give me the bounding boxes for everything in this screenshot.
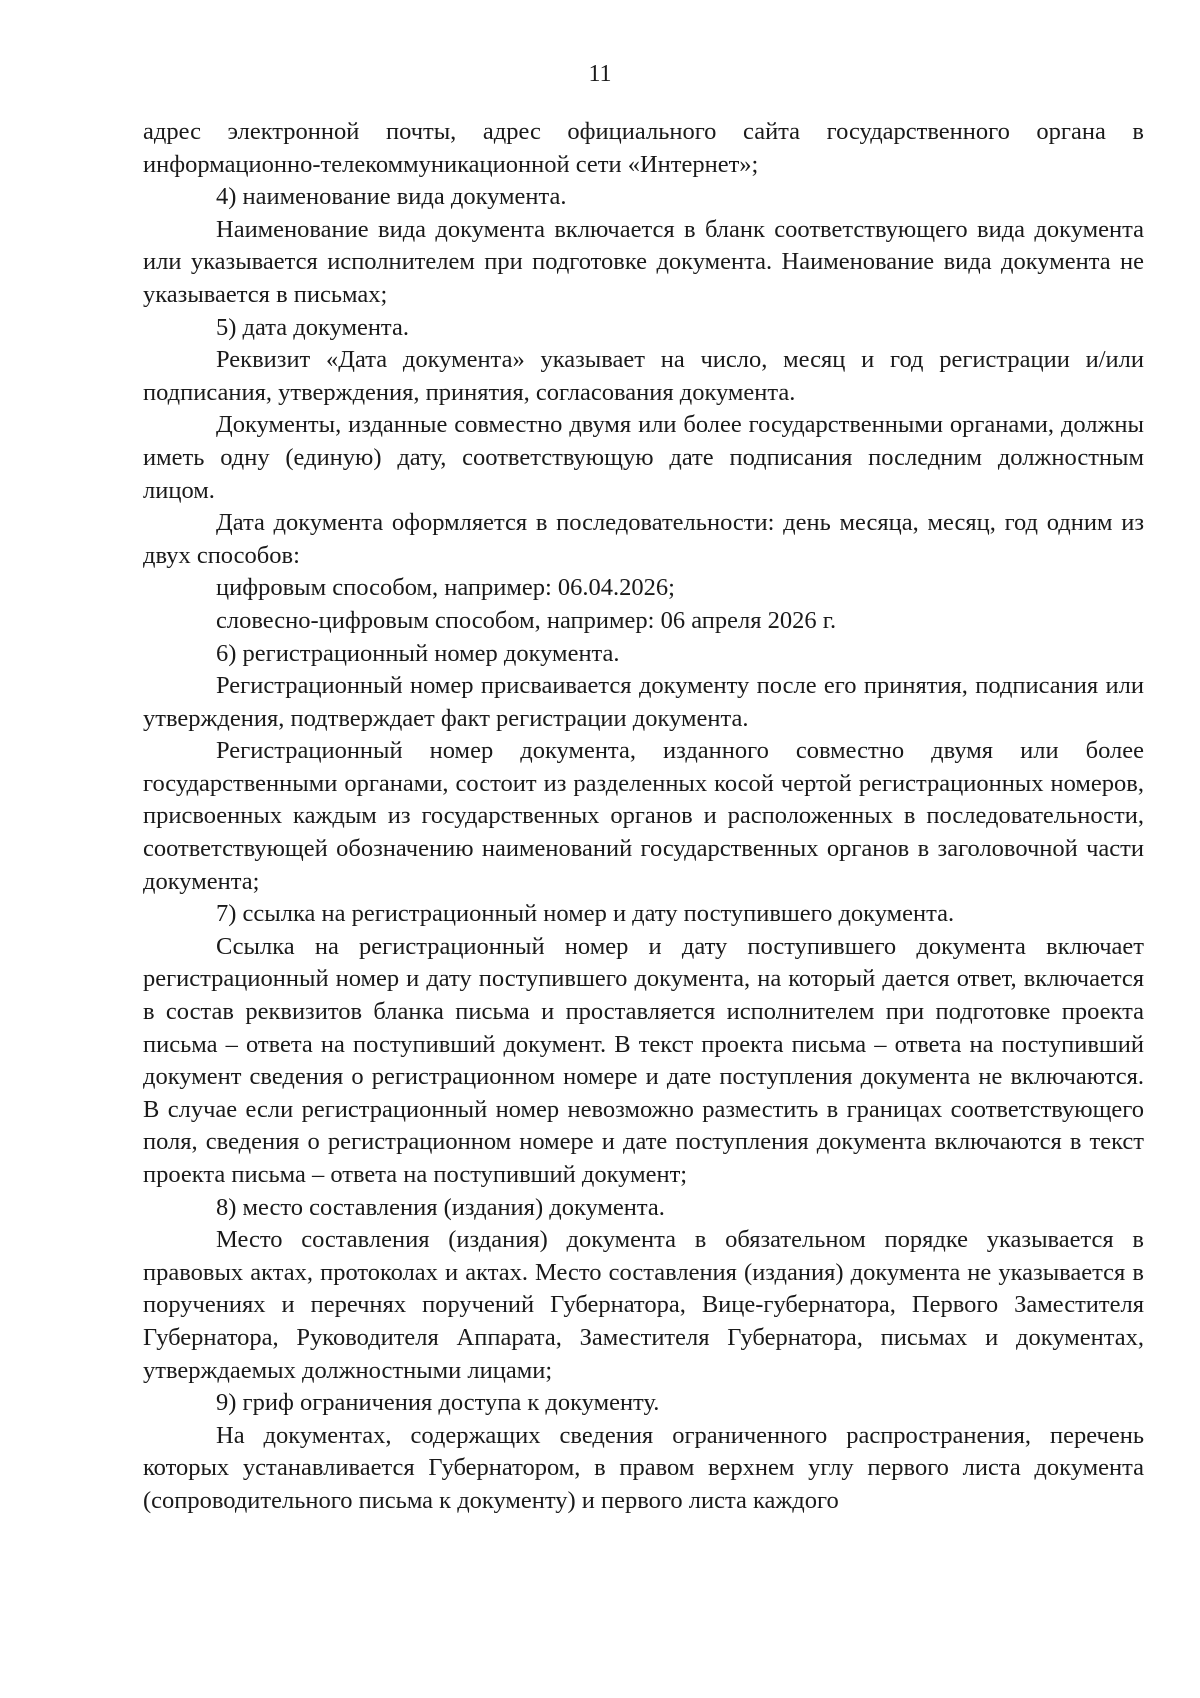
paragraph: Регистрационный номер присваивается документу после его принятия, подписания или утверждения, подтверждает факт регистрации документа. bbox=[143, 672, 1144, 732]
paragraph: цифровым способом, например: 06.04.2026; bbox=[216, 574, 675, 602]
paragraph: 5) дата документа. bbox=[216, 313, 409, 341]
paragraph: 6) регистрационный номер документа. bbox=[216, 639, 620, 667]
paragraph: Наименование вида документа включается в бланк соответствующего вида документа или указывается исполнителем при подготовке документа. Наименование вида документа не указывается в письмах; bbox=[143, 215, 1144, 308]
paragraph: На документах, содержащих сведения ограниченного распространения, перечень которых устанавливается Губернатором, в правом верхнем углу первого листа документа (сопроводительного письма к документу) и первого листа каждого bbox=[143, 1421, 1144, 1514]
page-number: 11 bbox=[588, 61, 612, 87]
paragraph: 9) гриф ограничения доступа к документу. bbox=[216, 1389, 660, 1417]
paragraph: Регистрационный номер документа, изданного совместно двумя или более государственными органами, состоит из разделенных косой чертой регистрационных номеров, присвоенных каждым из государственных органов и расположенных в последовательности, соответствующей обозначению наименований государственных органов в заголовочной части документа; bbox=[143, 737, 1144, 895]
paragraph: Реквизит «Дата документа» указывает на число, месяц и год регистрации и/или подписания, утверждения, принятия, согласования документа. bbox=[143, 346, 1144, 406]
paragraph: Ссылка на регистрационный номер и дату поступившего документа включает регистрационный номер и дату поступившего документа, на который дается ответ, включается в состав реквизитов бланка письма и проставляется исполнителем при подготовке проекта письма – ответа на поступивший документ. В текст проекта письма – ответа на поступивший документ сведения о регистрационном номере и дате поступления документа не включаются. В случае если регистрационный номер невозможно разместить в границах соответствующего поля, сведения о регистрационном номере и дате поступления документа включаются в текст проекта письма – ответа на поступивший документ; bbox=[143, 932, 1144, 1188]
paragraph: Место составления (издания) документа в обязательном порядке указывается в правовых актах, протоколах и актах. Место составления (издания) документа не указывается в поручениях и перечнях поручений Губернатора, Вице-губернатора, Первого Заместителя Губернатора, Руководителя Аппарата, Заместителя Губернатора, письмах и документах, утверждаемых должностными лицами; bbox=[143, 1226, 1144, 1384]
paragraph: 7) ссылка на регистрационный номер и дату поступившего документа. bbox=[216, 900, 955, 928]
paragraph: Дата документа оформляется в последовательности: день месяца, месяц, год одним из двух способов: bbox=[143, 509, 1144, 569]
paragraph: 8) место составления (издания) документа. bbox=[216, 1193, 665, 1221]
paragraph: адрес электронной почты, адрес официального сайта государственного органа в информационно-телекоммуникационной сети «Интернет»; bbox=[143, 118, 1144, 178]
paragraph: словесно-цифровым способом, например: 06 апреля 2026 г. bbox=[216, 606, 837, 634]
paragraph: 4) наименование вида документа. bbox=[216, 183, 567, 211]
document-body bbox=[143, 116, 1144, 1518]
paragraph: Документы, изданные совместно двумя или более государственными органами, должны иметь одну (единую) дату, соответствующую дате подписания последним должностным лицом. bbox=[143, 411, 1144, 504]
